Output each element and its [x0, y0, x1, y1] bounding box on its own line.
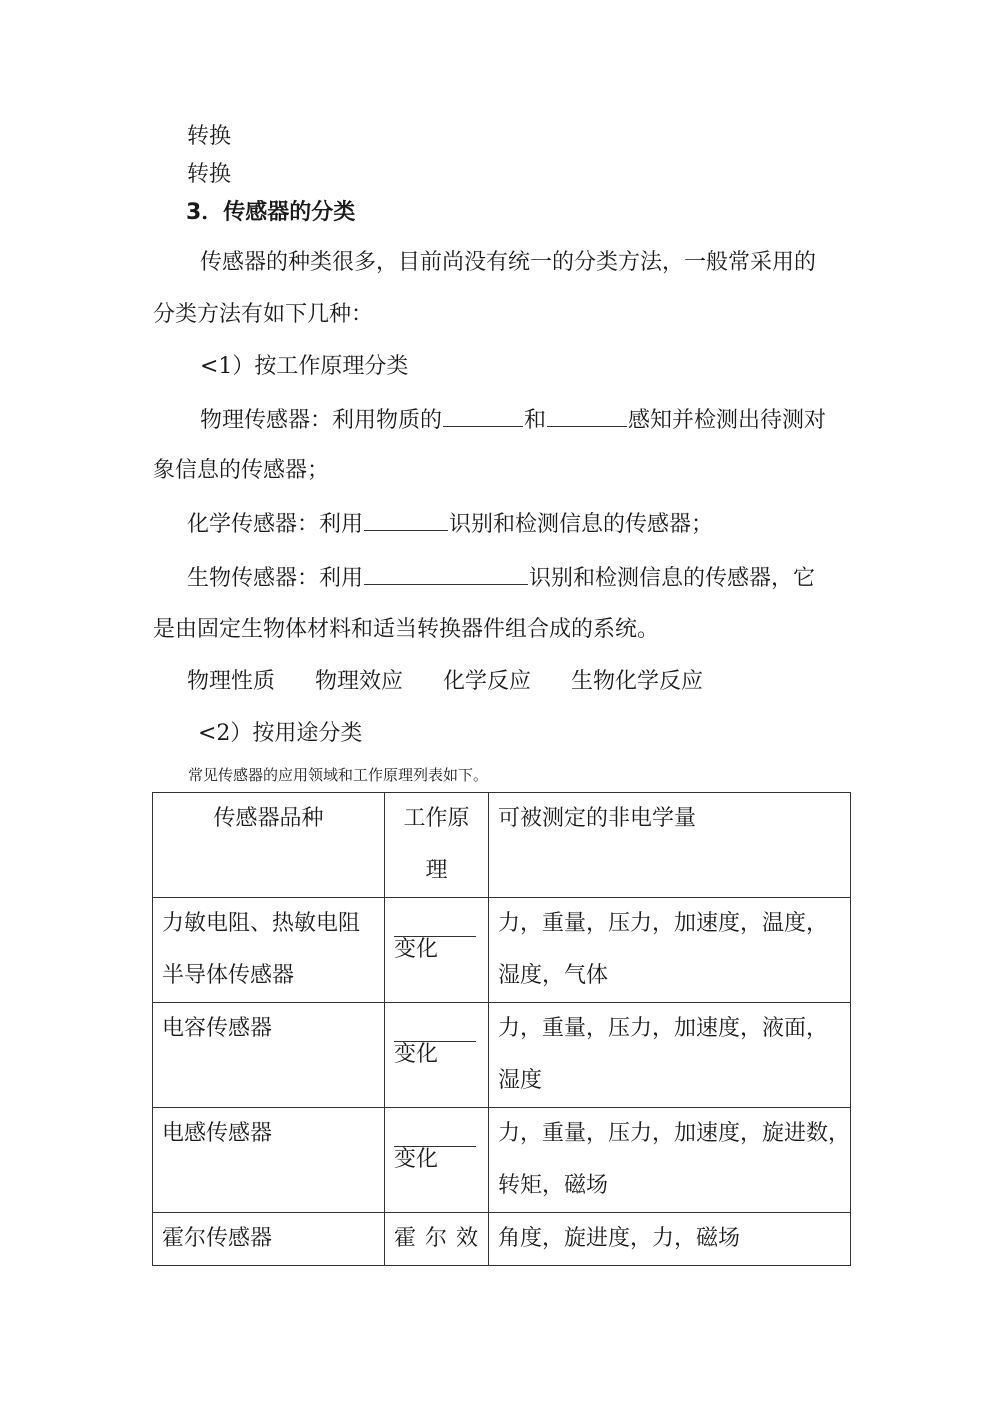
text-line-transform-2: 转换 [187, 162, 232, 187]
chemical-sensor-text-b: 识别和检测信息的传感器； [449, 512, 714, 537]
header-principle: 工作原 理 [385, 793, 489, 898]
bio-sensor-text-a: 生物传感器：利用 [187, 566, 364, 591]
physical-sensor-line-2: 象信息的传感器； [153, 458, 330, 483]
header-sensor-type: 传感器品种 [153, 793, 385, 898]
header-quantities: 可被测定的非电学量 [489, 793, 851, 898]
cell-sensor-type: 霍尔传感器 [153, 1213, 385, 1266]
table-row [153, 1213, 851, 1266]
answer-3: 化学反应 [443, 669, 532, 694]
cell-principle: 变化 [385, 1108, 489, 1213]
answers-line [187, 669, 703, 695]
table-row [153, 898, 851, 1003]
cell-principle: 霍尔效 [385, 1213, 489, 1266]
intro-paragraph-line-1: 传感器的种类很多，目前尚没有统一的分类方法，一般常采用的 [200, 250, 817, 275]
text-line-transform-1: 转换 [187, 124, 232, 149]
cell-quantities: 角度，旋进度，力，磁场 [489, 1213, 851, 1266]
sensor-table [152, 792, 851, 1266]
answer-4: 生物化学反应 [571, 669, 704, 694]
physical-sensor-text-a: 物理传感器：利用物质的 [200, 408, 443, 433]
chemical-sensor-line [187, 510, 713, 538]
table-header-row [153, 793, 851, 898]
bio-sensor-line-1 [187, 564, 815, 592]
fill-blank-5[interactable] [394, 898, 476, 937]
fill-blank-4[interactable] [364, 564, 528, 585]
cell-principle: 变化 [385, 898, 489, 1003]
cell-sensor-type: 力敏电阻、热敏电阻 半导体传感器 [153, 898, 385, 1003]
cell-quantities: 力，重量，压力，加速度，旋进数， 转矩，磁场 [489, 1108, 851, 1213]
cell-sensor-type: 电感传感器 [153, 1108, 385, 1213]
subheading-by-use: <2）按用途分类 [198, 721, 363, 746]
chemical-sensor-text-a: 化学传感器：利用 [187, 512, 364, 537]
answer-1: 物理性质 [187, 669, 276, 694]
cell-quantities: 力，重量，压力，加速度，温度， 湿度，气体 [489, 898, 851, 1003]
intro-paragraph-line-2: 分类方法有如下几种： [153, 302, 374, 327]
bio-sensor-text-b: 识别和检测信息的传感器，它 [529, 566, 816, 591]
fill-blank-3[interactable] [364, 510, 448, 531]
cell-principle: 变化 [385, 1003, 489, 1108]
bio-sensor-line-2: 是由固定生物体材料和适当转换器件组合成的系统。 [153, 617, 660, 642]
physical-sensor-text-c: 感知并检测出待测对 [628, 408, 827, 433]
fill-blank-7[interactable] [394, 1108, 476, 1147]
table-row [153, 1003, 851, 1108]
cell-quantities: 力，重量，压力，加速度，液面， 湿度 [489, 1003, 851, 1108]
fill-blank-1[interactable] [443, 406, 523, 427]
section-heading: 3．传感器的分类 [186, 200, 356, 225]
physical-sensor-line-1 [200, 406, 826, 434]
cell-sensor-type: 电容传感器 [153, 1003, 385, 1108]
subheading-by-principle: <1）按工作原理分类 [200, 354, 409, 379]
physical-sensor-text-b: 和 [524, 408, 547, 433]
table-caption: 常见传感器的应用领域和工作原理列表如下。 [188, 766, 489, 784]
table-row [153, 1108, 851, 1213]
fill-blank-6[interactable] [394, 1003, 476, 1042]
answer-2: 物理效应 [315, 669, 404, 694]
fill-blank-2[interactable] [547, 406, 627, 427]
